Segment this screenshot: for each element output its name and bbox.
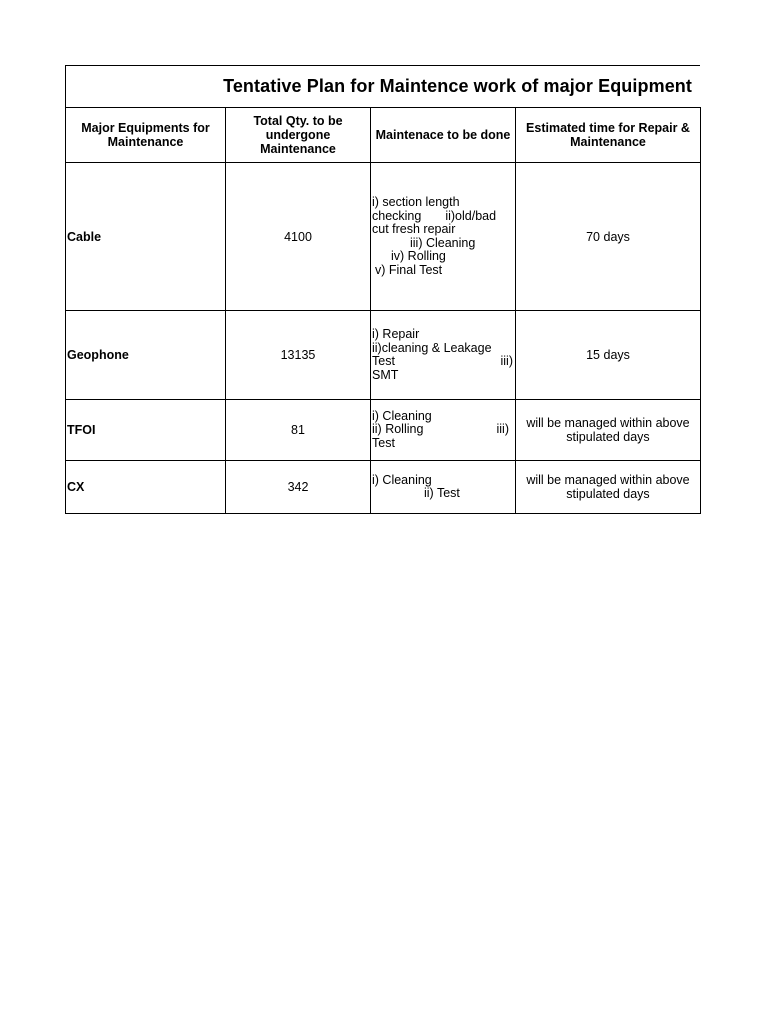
work-line: SMT	[372, 367, 399, 382]
work-line: ii) Test	[424, 486, 460, 500]
title-row	[65, 65, 700, 107]
time-cell: 70 days	[516, 163, 701, 311]
work-line: iii) Cleaning	[410, 235, 476, 250]
maintenance-plan-sheet	[65, 65, 700, 514]
work-line: i) Cleaning	[372, 408, 432, 423]
work-line: Test iii)	[372, 354, 513, 368]
work-line: i) Repair	[372, 327, 420, 341]
work-cell	[371, 163, 516, 311]
work-line: v) Final Test	[375, 262, 443, 277]
page-title: Tentative Plan for Maintence work of major Equipment	[223, 76, 692, 96]
work-line: checking ii)old/bad	[372, 208, 497, 223]
header-time: Estimated time for Repair & Maintenance	[516, 108, 701, 163]
work-cell	[371, 461, 516, 514]
table-row	[66, 311, 701, 400]
header-work: Maintenace to be done	[371, 108, 516, 163]
header-equipment: Major Equipments for Maintenance	[66, 108, 226, 163]
header-quantity: Total Qty. to be undergone Maintenance	[226, 108, 371, 163]
work-line: Test	[372, 435, 395, 450]
time-cell: will be managed within above stipulated days	[516, 461, 701, 514]
time-cell: 15 days	[516, 311, 701, 400]
work-line: ii) Rolling iii)	[372, 422, 509, 437]
work-cell	[371, 311, 516, 400]
maintenance-table	[65, 107, 701, 514]
work-line: ii)cleaning & Leakage	[372, 340, 492, 355]
quantity-cell: 342	[226, 461, 371, 514]
work-line: i) Cleaning	[372, 472, 432, 487]
work-line: cut fresh repair	[372, 222, 456, 236]
work-cell	[371, 400, 516, 461]
table-row	[66, 400, 701, 461]
time-cell: will be managed within above stipulated days	[516, 400, 701, 461]
equipment-cell: Cable	[66, 163, 226, 311]
quantity-cell: 81	[226, 400, 371, 461]
work-line: i) section length	[372, 195, 460, 209]
quantity-cell: 4100	[226, 163, 371, 311]
equipment-cell: CX	[66, 461, 226, 514]
equipment-cell: Geophone	[66, 311, 226, 400]
header-row	[66, 108, 701, 163]
table-row	[66, 461, 701, 514]
table-row	[66, 163, 701, 311]
equipment-cell: TFOI	[66, 400, 226, 461]
work-line: iv) Rolling	[391, 249, 446, 263]
quantity-cell: 13135	[226, 311, 371, 400]
